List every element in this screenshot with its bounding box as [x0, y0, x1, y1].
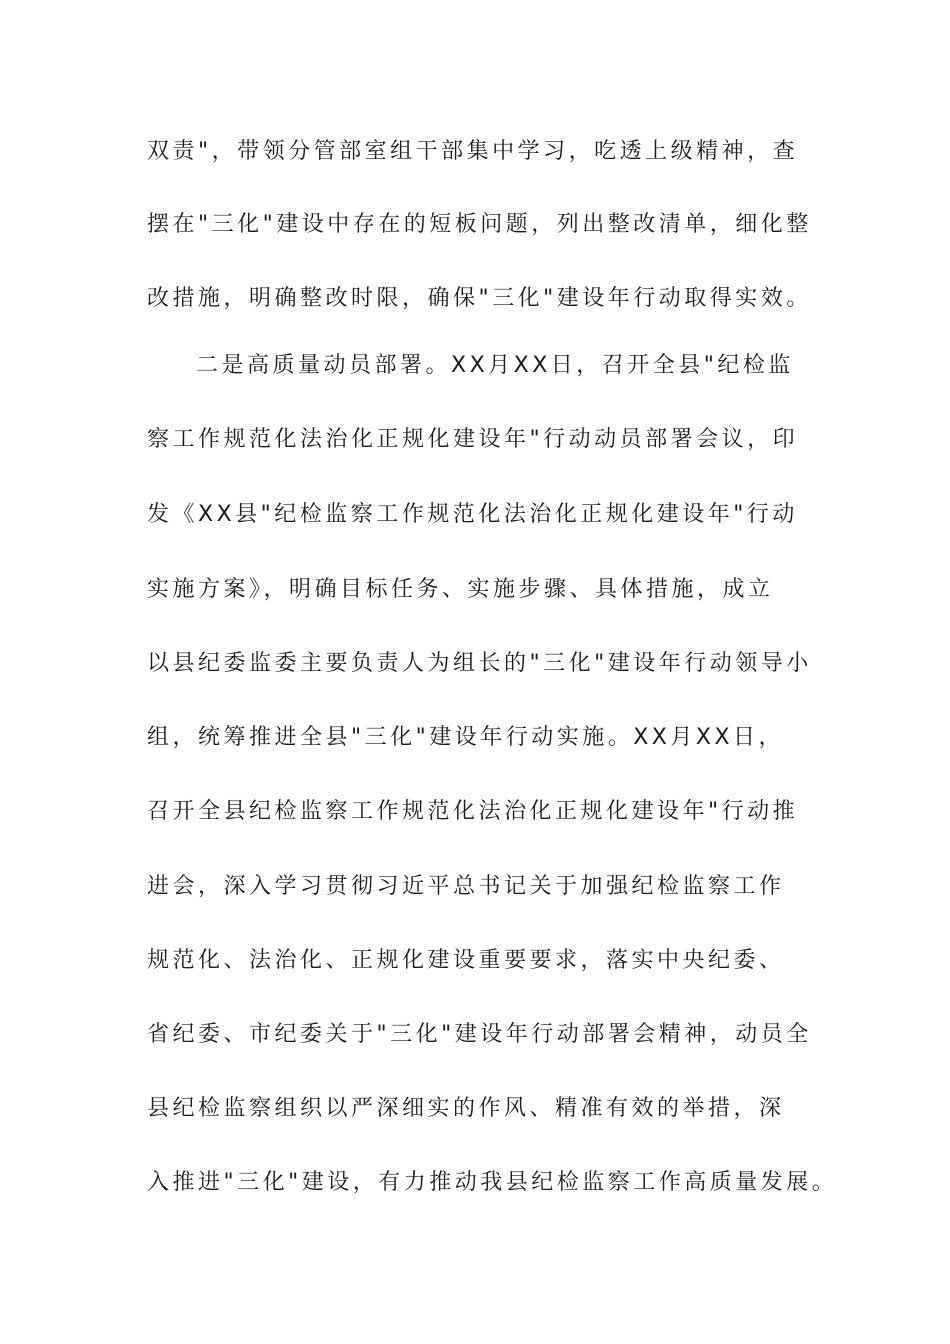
paragraph-2-line-1: 二是高质量动员部署。XX月XX日，召开全县"纪检监: [196, 353, 794, 378]
paragraph-1-line-5: 改措施，明确整改时限，确保"三化"建设年行动取得实效。: [147, 286, 812, 311]
paragraph-2-line-7: 召开全县纪检监察工作规范化法治化正规化建设年"行动推: [147, 799, 799, 824]
paragraph-2-line-9: 规范化、法治化、正规化建设重要要求，落实中央纪委、: [147, 948, 785, 973]
paragraph-2-line-8: 进会，深入学习贯彻习近平总书记关于加强纪检监察工作: [147, 874, 785, 899]
paragraph-2-line-12: 入推进"三化"建设，有力推动我县纪检监察工作高质量发展。: [147, 1170, 838, 1195]
paragraph-1-line-4: 摆在"三化"建设中存在的短板问题，列出整改清单，细化整: [147, 212, 812, 237]
paragraph-1-line-3: 双责"，带领分管部室组干部集中学习，吃透上级精神，查: [147, 139, 799, 164]
paragraph-2-line-6: 组，统筹推进全县"三化"建设年行动实施。XX月XX日，: [147, 725, 785, 750]
paragraph-2-line-5: 以县纪委监委主要负责人为组长的"三化"建设年行动领导小: [147, 651, 812, 676]
paragraph-2-line-2: 察工作规范化法治化正规化建设年"行动动员部署会议，印: [147, 427, 799, 452]
paragraph-2-line-4: 实施方案》，明确目标任务、实施步骤、具体措施，成立: [147, 577, 774, 602]
paragraph-2-line-10: 省纪委、市纪委关于"三化"建设年行动部署会精神，动员全: [147, 1022, 812, 1047]
paragraph-2-line-11: 县纪检监察组织以严深细实的作风、精准有效的举措，深: [147, 1096, 785, 1121]
paragraph-2-line-3: 发《XX县"纪检监察工作规范化法治化正规化建设年"行动: [147, 502, 798, 527]
